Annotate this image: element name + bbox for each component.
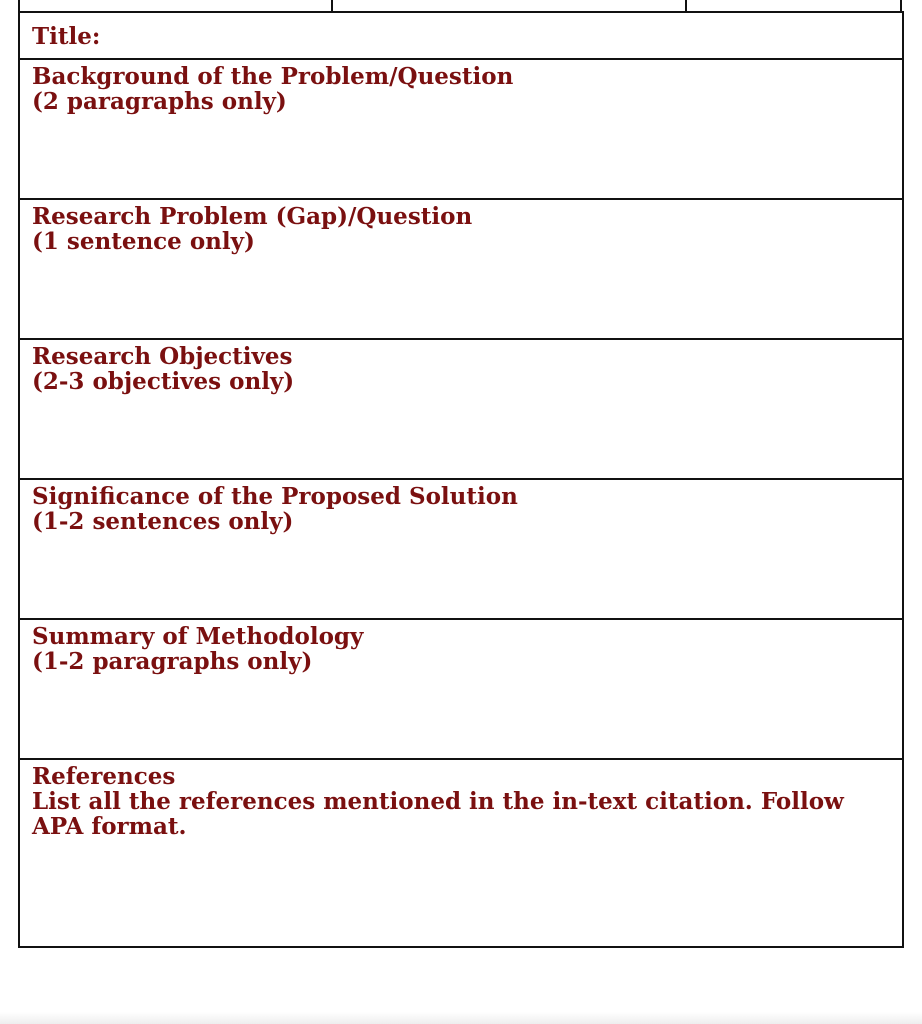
section-heading: Research Objectives xyxy=(32,343,293,370)
section-note: (2-3 objectives only) xyxy=(32,368,295,395)
proposal-form-table xyxy=(18,0,904,948)
section-heading: Background of the Problem/Question xyxy=(32,63,514,90)
section-note: List all the references mentioned in the in-text citation. Follow APA format. xyxy=(32,788,844,840)
section-heading: References xyxy=(32,763,176,790)
section-methodology xyxy=(18,618,904,760)
section-note: (1-2 sentences only) xyxy=(32,508,294,535)
section-references xyxy=(18,758,904,948)
section-heading: Summary of Methodology xyxy=(32,623,364,650)
section-note: (2 paragraphs only) xyxy=(32,88,287,115)
section-note: (1-2 paragraphs only) xyxy=(32,648,313,675)
section-heading: Research Problem (Gap)/Question xyxy=(32,203,473,230)
title-row xyxy=(18,11,904,60)
section-background xyxy=(18,58,904,200)
section-heading: Significance of the Proposed Solution xyxy=(32,483,518,510)
section-note: (1 sentence only) xyxy=(32,228,255,255)
section-research-problem xyxy=(18,198,904,340)
section-research-objectives xyxy=(18,338,904,480)
title-label: Title: xyxy=(32,23,101,50)
section-significance xyxy=(18,478,904,620)
page-bottom-edge xyxy=(0,1012,922,1024)
